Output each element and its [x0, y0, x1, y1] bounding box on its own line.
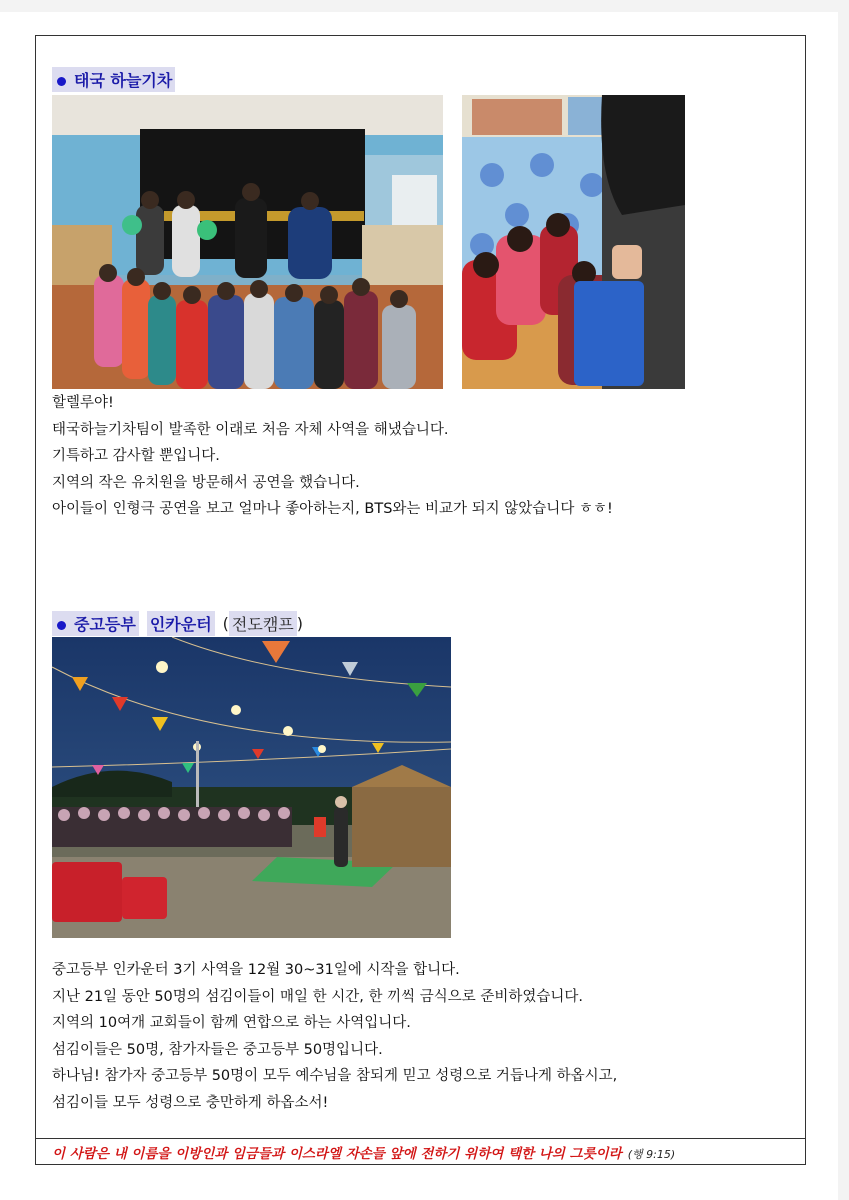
- bullet-icon: [57, 621, 66, 630]
- section2-heading-part1: [52, 611, 139, 636]
- section2-heading-paren-open: (: [222, 613, 229, 633]
- section2-heading-paren-text: 전도캠프: [229, 611, 297, 636]
- section1-heading: [52, 66, 175, 92]
- section2-line: 섬김이들은 50명, 참가자들은 중고등부 50명입니다.: [52, 1041, 383, 1058]
- kids-on-floor-image: [462, 95, 685, 389]
- section2-title-part2: 인카운터: [147, 611, 215, 636]
- section2-title-part1: 중고등부: [74, 614, 136, 634]
- verse-text: 이 사람은 내 이름을 이방인과 임금들과 이스라엘 자손들 앞에 전하기 위하여 택한 나의 그릇이라: [52, 1146, 622, 1162]
- section2-body: [52, 957, 617, 1116]
- night-camp-image: [52, 637, 451, 938]
- section2-line: 섬김이들 모두 성령으로 충만하게 하옵소서!: [52, 1094, 329, 1111]
- puppet-show-group-photo: [52, 95, 443, 389]
- section2-line: 지난 21일 동안 50명의 섬김이들이 매일 한 시간, 한 끼씩 금식으로 준비하였습니다.: [52, 988, 584, 1005]
- footer-verse: [52, 1142, 675, 1164]
- section1-body: [52, 390, 613, 523]
- section1-line: 기특하고 감사할 뿐입니다.: [52, 448, 220, 464]
- section1-line: 지역의 작은 유치원을 방문해서 공연을 했습니다.: [52, 474, 360, 491]
- verse-reference: (행 9:15): [627, 1148, 676, 1161]
- section2-line: 하나님! 참가자 중고등부 50명이 모두 예수님을 참되게 믿고 성령으로 거듭나게 하옵시고,: [52, 1068, 618, 1084]
- section2-heading-paren-close: ): [296, 613, 303, 633]
- section1-heading-highlight: [52, 67, 175, 92]
- section2-line: 지역의 10여개 교회들이 함께 연합으로 하는 사역입니다.: [52, 1015, 411, 1031]
- footer-divider: [35, 1138, 806, 1139]
- section2-heading: [52, 610, 303, 636]
- section1-line: 태국하늘기차팀이 발족한 이래로 처음 자체 사역을 해냈습니다.: [52, 421, 449, 438]
- puppet-show-group-image: [52, 95, 443, 389]
- kids-on-floor-photo: [462, 95, 685, 389]
- bullet-icon: [57, 77, 66, 86]
- night-camp-photo: [52, 637, 451, 938]
- section2-line: 중고등부 인카운터 3기 사역을 12월 30~31일에 시작을 합니다.: [52, 962, 460, 978]
- section1-line: 아이들이 인형극 공연을 보고 얼마나 좋아하는지, BTS와는 비교가 되지 않았습니다 ㅎㅎ!: [52, 501, 613, 517]
- section1-title: 태국 하늘기차: [74, 70, 173, 90]
- section1-line: 할렐루야!: [52, 395, 114, 411]
